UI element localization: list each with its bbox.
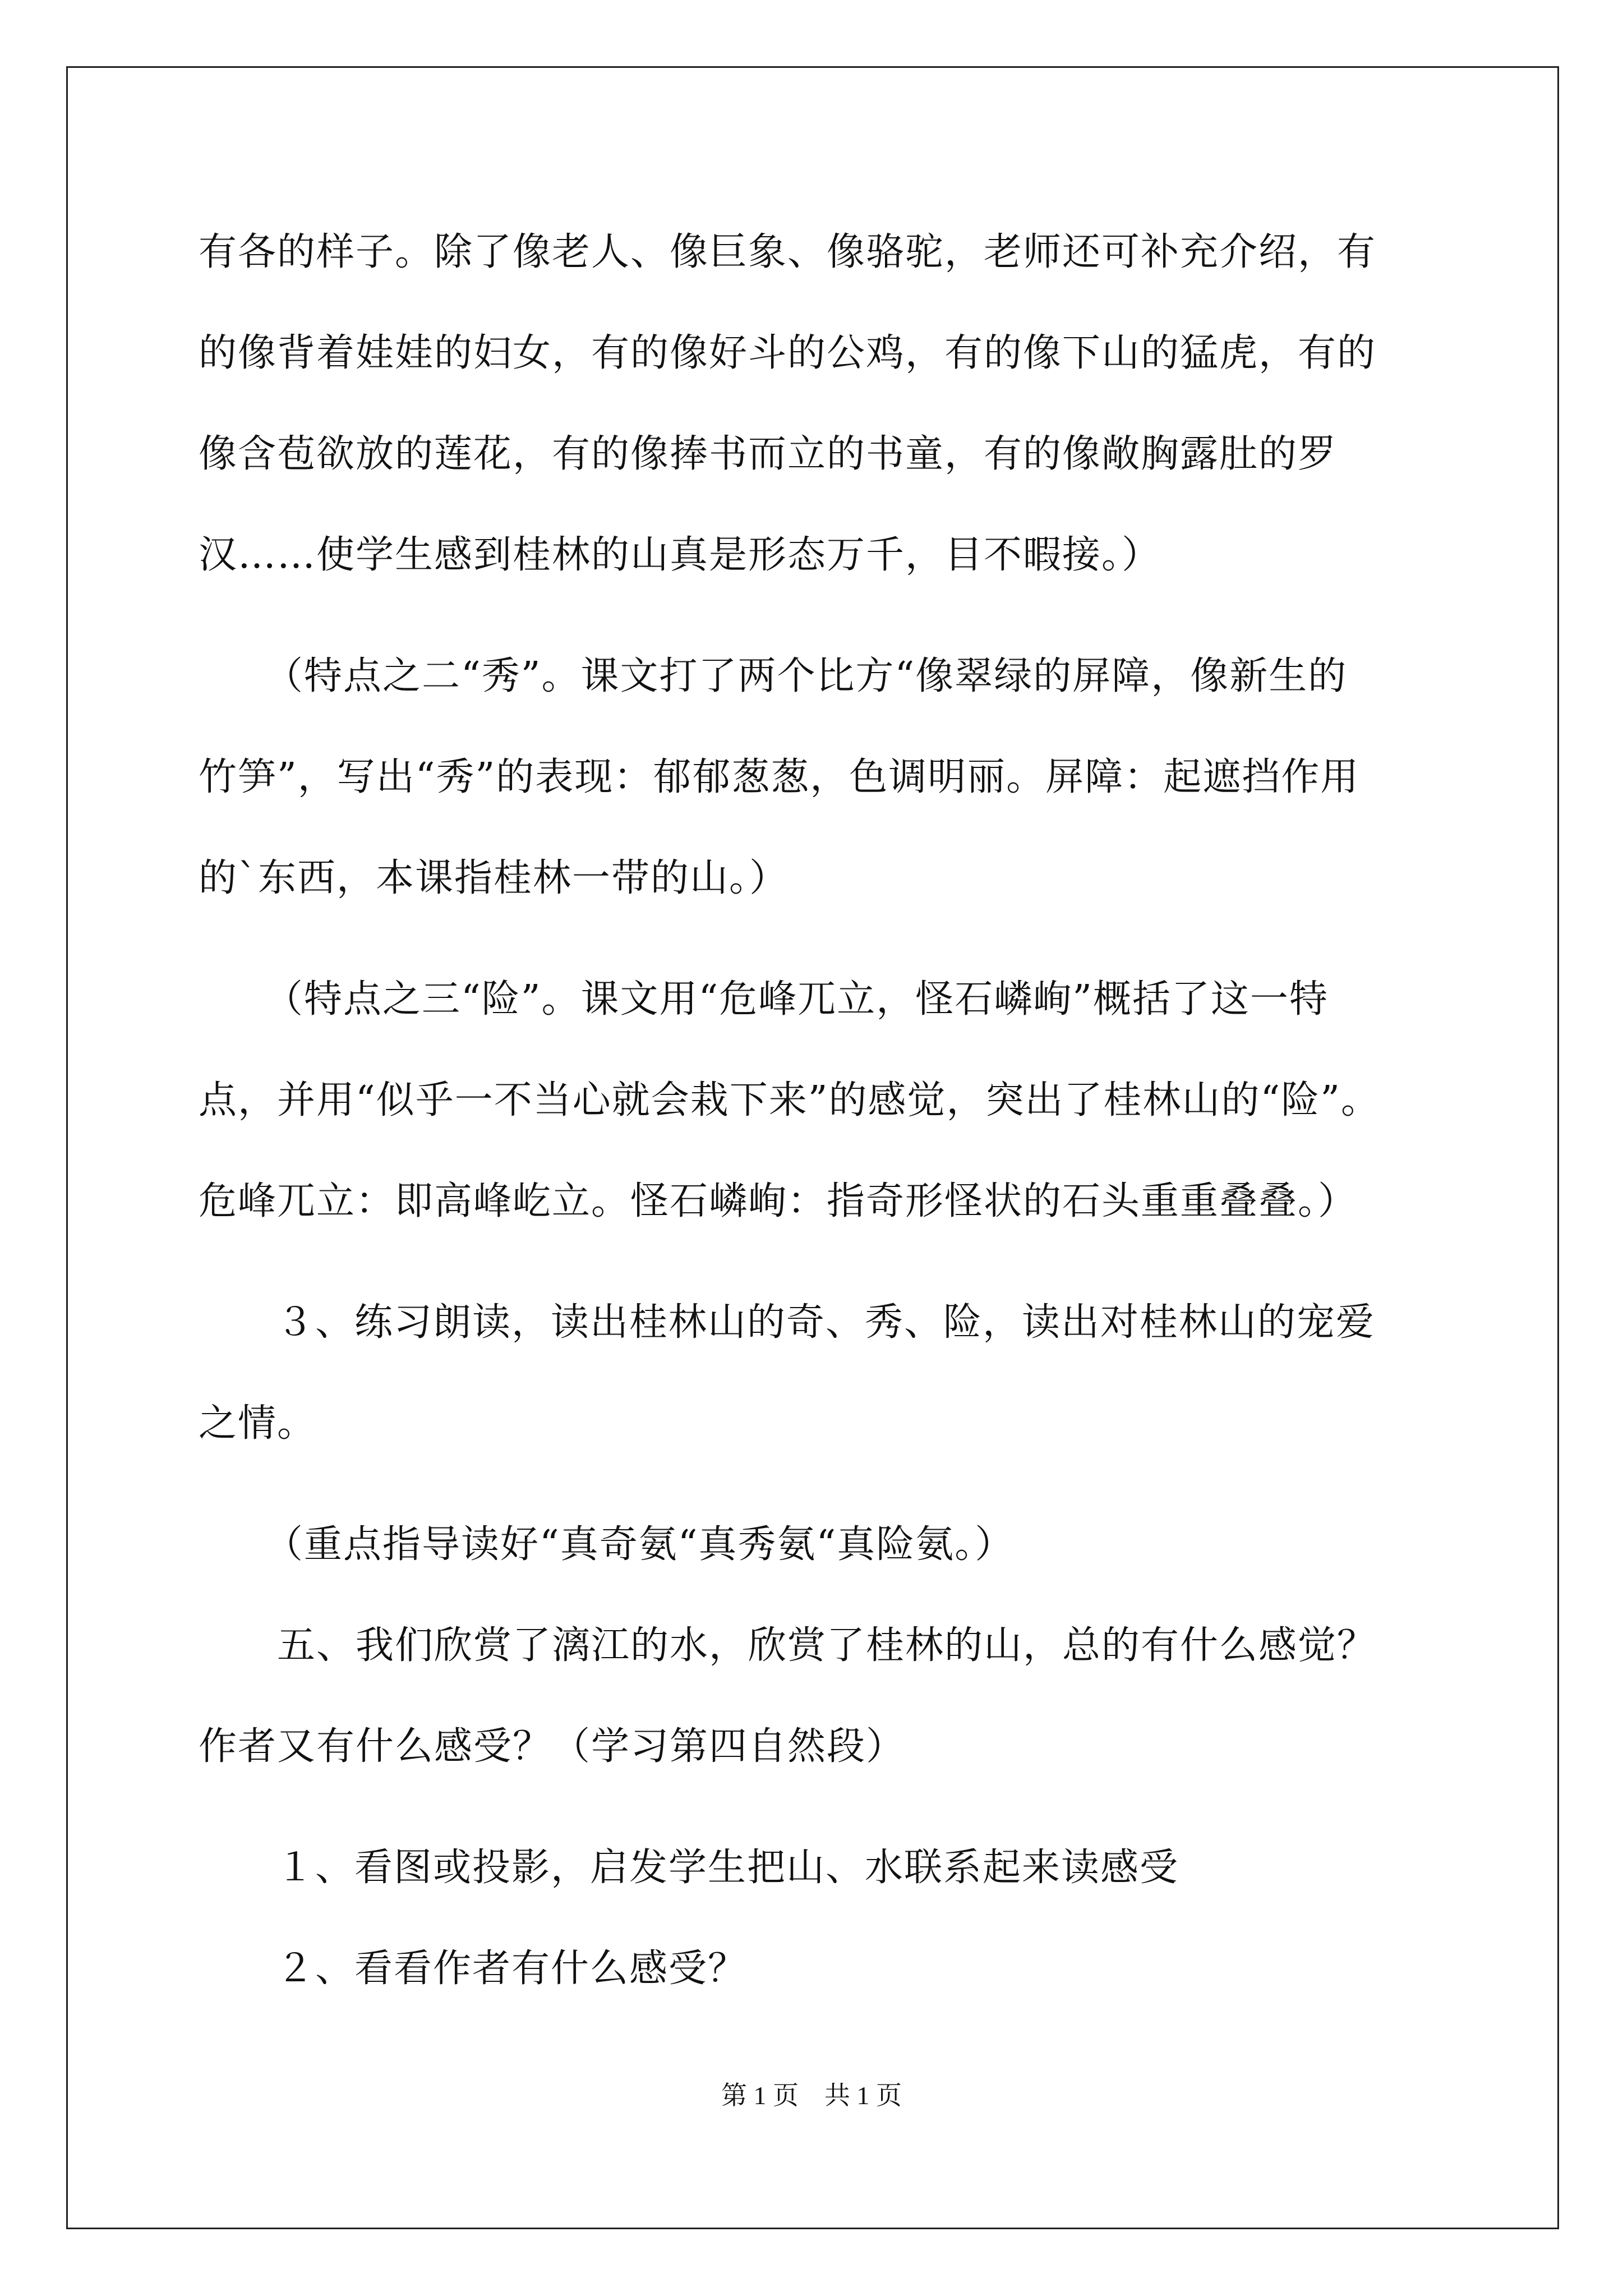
text-line-3: 像含苞欲放的莲花，有的像捧书而立的书童，有的像敞胸露肚的罗 bbox=[199, 432, 1338, 476]
page-border bbox=[66, 66, 1559, 2229]
text-line-10: 危峰兀立：即高峰屹立。怪石嶙峋：指奇形怪状的石头重重叠叠。） bbox=[199, 1179, 1358, 1223]
text-line-4: 汉……使学生感到桂林的山真是形态万千，目不暇接。） bbox=[199, 533, 1161, 577]
text-line-2: 的像背着娃娃的妇女，有的像好斗的公鸡，有的像下山的猛虎，有的 bbox=[199, 331, 1377, 375]
text-line-14: 五、我们欣赏了漓江的水，欣赏了桂林的山，总的有什么感觉？ bbox=[277, 1623, 1377, 1668]
page-number-footer: 第 1 页 共 1 页 bbox=[721, 2081, 902, 2110]
text-line-9: 点，并用“似乎一不当心就会栽下来”的感觉，突出了桂林山的“险”。 bbox=[199, 1078, 1381, 1122]
text-line-8: （特点之三“险”。课文用“危峰兀立，怪石嶙峋”概括了这一特 bbox=[265, 977, 1329, 1022]
text-line-5: （特点之二“秀”。课文打了两个比方“像翠绿的屏障，像新生的 bbox=[265, 654, 1348, 698]
text-line-12: 之情。 bbox=[199, 1401, 317, 1446]
text-line-6: 竹笋”，写出“秀”的表现：郁郁葱葱，色调明丽。屏障：起遮挡作用 bbox=[199, 755, 1360, 799]
text-line-17: ２、看看作者有什么感受？ bbox=[276, 1947, 748, 1991]
text-line-13: （重点指导读好“真奇氨“真秀氨“真险氨。） bbox=[265, 1522, 1015, 1567]
text-line-16: １、看图或投影，启发学生把山、水联系起来读感受 bbox=[276, 1846, 1179, 1890]
text-line-15: 作者又有什么感受？（学习第四自然段） bbox=[199, 1724, 906, 1769]
text-line-1: 有各的样子。除了像老人、像巨象、像骆驼，老师还可补充介绍，有 bbox=[199, 230, 1377, 274]
text-line-11: ３、练习朗读，读出桂林山的奇、秀、险，读出对桂林山的宠爱 bbox=[276, 1300, 1376, 1345]
text-line-7: 的`东西，本课指桂林一带的山。） bbox=[199, 856, 789, 900]
